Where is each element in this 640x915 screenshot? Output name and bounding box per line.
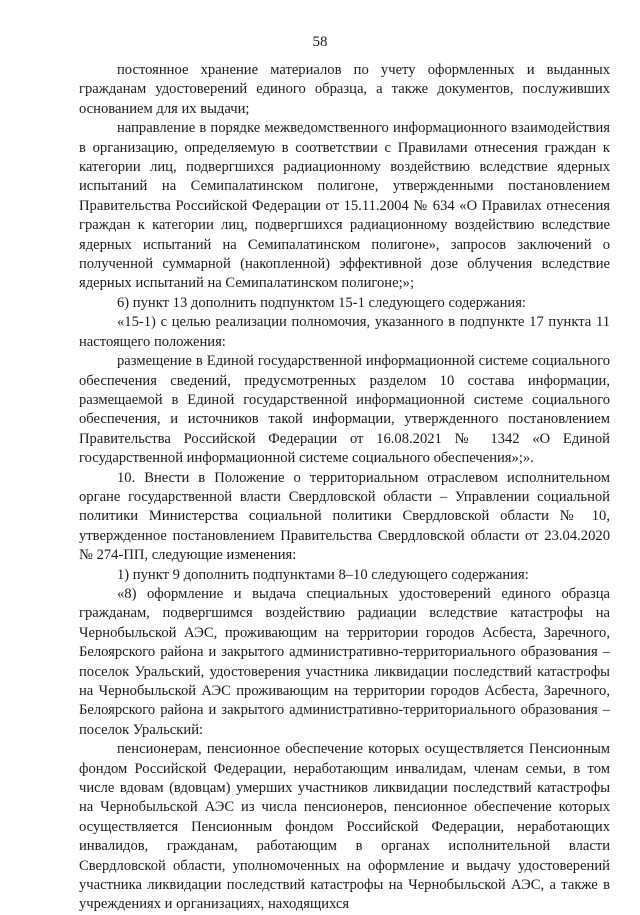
paragraph: постоянное хранение материалов по учету оформленных и выданных гражданам удостоверений единого образца, а также документов, послуживших основанием для их выдачи; (79, 62, 610, 117)
page-number: 58 (312, 34, 328, 50)
paragraph: 6) пункт 13 дополнить подпунктом 15-1 следующего содержания: (117, 294, 526, 311)
document-body (79, 61, 610, 915)
paragraph: 10. Внести в Положение о территориальном отраслевом исполнительном органе государственной власти Свердловской области – Управлении социальной политики Министерства социальной политики Свердловской области № 10, утвержденное постановлением Правительства Свердловской области от 23.04.2020 № 274-ПП, следующие изменения: (79, 469, 610, 564)
paragraph: пенсионерам, пенсионное обеспечение которых осуществляется Пенсионным фондом Российской Федерации, неработающим инвалидам, членам семьи, в том числе вдовам (вдовцам) умерших участников ликвидации последствий катастрофы на Чернобыльской АЭС из числа пенсионеров, пенсионное обеспечение которых осуществляется Пенсионным фондом Российской Федерации, неработающих инвалидов, гражданам, работающим в органах исполнительной власти Свердловской области, уполномоченных на оформление и выдачу удостоверений участника ликвидации последствий катастрофы на Чернобыльской АЭС, а также в учреждениях и организациях, находящихся (79, 741, 610, 913)
paragraph: 1) пункт 9 дополнить подпунктами 8–10 следующего содержания: (117, 566, 529, 583)
paragraph: направление в порядке межведомственного информационного взаимодействия в организацию, определяемую в соответствии с Правилами отнесения граждан к категории лиц, подвергшихся радиационному воздействию вследствие ядерных испытаний на Семипалатинском полигоне, утвержденными постановлением Правительства Российской Федерации от 15.11.2004 № 634 «О Правилах отнесения граждан к категории лиц, подвергшихся радиационному воздействию вследствие ядерных испытаний на Семипалатинском полигоне», запросов заключений о полученной суммарной (накопленной) эффективной дозе облучения вследствие ядерных испытаний на Семипалатинском полигоне;»; (79, 120, 610, 292)
paragraph: размещение в Единой государственной информационной системе социального обеспечения сведений, предусмотренных разделом 10 состава информации, размещаемой в Единой государственной информационной системе социального обеспечения, и источников такой информации, утвержденного постановлением Правительства Российской Федерации от 16.08.2021 № 1342 «О Единой государственной информационной системе социального обеспечения»;». (79, 353, 610, 467)
paragraph: «8) оформление и выдача специальных удостоверений единого образца гражданам, подвергшимся воздействию радиации вследствие катастрофы на Чернобыльской АЭС, проживающим на территории городов Асбеста, Заречного, Белоярского района и закрытого административно-территориального образования – поселок Уральский, удостоверения участника ликвидации последствий катастрофы на Чернобыльской АЭС проживающим на территории городов Асбеста, Заречного, Белоярского района и закрытого административно-территориального образования – поселок Уральский: (79, 585, 610, 738)
paragraph: «15-1) с целью реализации полномочия, указанного в подпункте 17 пункта 11 настоящего положения: (79, 314, 610, 350)
